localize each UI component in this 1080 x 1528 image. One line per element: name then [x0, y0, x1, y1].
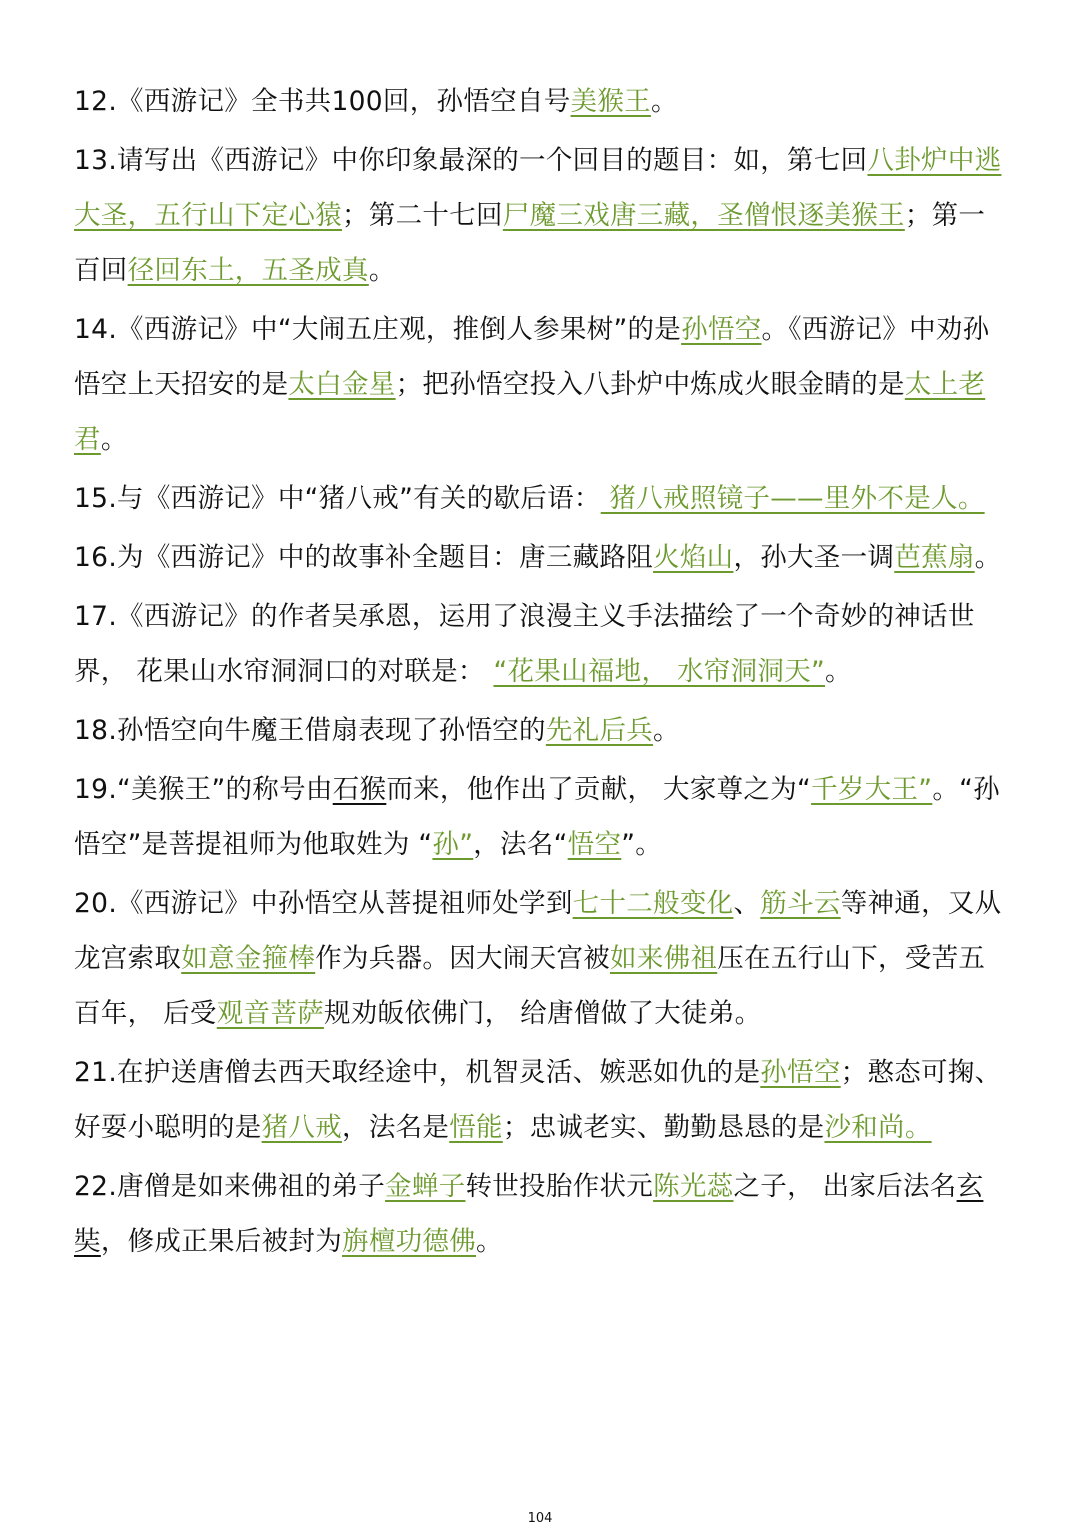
- question-item: [74, 133, 1010, 298]
- question-text: 17.《西游记》的作者吴承恩，运用了浪漫主义手法描绘了一个奇妙的神话世界， 花果山水帘洞洞口的对联是：: [74, 601, 975, 687]
- page-number: 104: [527, 1511, 553, 1526]
- answer-text: 悟能: [449, 1112, 503, 1143]
- question-item: [74, 876, 1010, 1041]
- question-text: 22.唐僧是如来佛祖的弟子: [74, 1171, 386, 1202]
- answer-text: 径回东土，五圣成真: [127, 255, 369, 286]
- answer-text: “花果山福地， 水帘洞洞天”: [493, 656, 826, 687]
- question-text: 等神通，又从龙宫索取: [74, 888, 1002, 974]
- question-item: [74, 589, 1010, 699]
- answer-text: 七十二般变化: [572, 888, 734, 919]
- question-text: 12.《西游记》全书共100回，孙悟空自号: [74, 86, 571, 117]
- question-text: ，修成正果后被封为: [100, 1226, 343, 1257]
- question-text: ”。: [621, 829, 663, 860]
- answer-text: 八卦炉中逃大圣，五行山下定心猿: [74, 145, 1002, 231]
- answer-text: 猪八戒照镜子——里外不是人。: [600, 483, 985, 514]
- question-text: 、: [733, 888, 761, 919]
- answer-text: 尸魔三戏唐三藏，圣僧恨逐美猴王: [502, 200, 905, 231]
- question-text: 18.孙悟空向牛魔王借扇表现了孙悟空的: [74, 715, 546, 746]
- question-item: [74, 74, 1010, 129]
- answer-text: 孙”: [432, 829, 474, 860]
- worksheet-page: [74, 74, 1010, 1273]
- question-text: 转世投胎作状元: [465, 1171, 654, 1202]
- answer-text: 孙悟空: [760, 1057, 841, 1088]
- question-text: 14.《西游记》中“大闹五庄观，推倒人参果树”的是: [74, 314, 682, 345]
- question-text: ，孙大圣一调: [733, 542, 895, 573]
- question-text: 而来，他作出了贡献， 大家尊之为“: [386, 774, 812, 805]
- question-text: 16.为《西游记》中的故事补全题目：唐三藏路阻: [74, 542, 654, 573]
- question-text: 之子， 出家后法名: [733, 1171, 957, 1202]
- question-text: ；第二十七回: [342, 200, 503, 231]
- question-text: 13.请写出《西游记》中你印象最深的一个回目的题目：如，第七回: [74, 145, 868, 176]
- question-item: [74, 1045, 1010, 1155]
- question-item: [74, 530, 1010, 585]
- question-list: [74, 74, 1010, 1269]
- answer-text: 沙和尚。: [824, 1112, 932, 1143]
- answer-text: 如来佛祖: [610, 943, 718, 974]
- question-item: [74, 762, 1010, 872]
- question-item: [74, 1159, 1010, 1269]
- question-text: 19.“美猴王”的称号由: [74, 774, 333, 805]
- answer-text: 太白金星: [288, 369, 396, 400]
- answer-text: 太上老君: [74, 369, 986, 455]
- answer-text: 金蝉子: [385, 1171, 466, 1202]
- question-text: 压在五行山下，受苦五百年， 后受: [74, 943, 986, 1029]
- question-text: ；憨态可掬、好耍小聪明的是: [74, 1057, 1002, 1143]
- answer-text: 旃檀功德佛: [342, 1226, 477, 1257]
- answer-text: 猪八戒: [261, 1112, 343, 1143]
- question-text: 。: [825, 656, 852, 687]
- question-text: 。: [100, 424, 128, 455]
- question-text: 。《西游记》中劝孙悟空上天招安的是: [74, 314, 990, 400]
- answer-text: 芭蕉扇: [894, 542, 975, 573]
- answer-text: 美猴王: [570, 86, 651, 117]
- question-text: 规劝皈依佛门， 给唐僧做了大徒弟。: [323, 998, 762, 1029]
- question-text: 。: [476, 1226, 503, 1257]
- question-text: ；把孙悟空投入八卦炉中炼成火眼金睛的是: [395, 369, 905, 400]
- answer-text: 筋斗云: [760, 888, 841, 919]
- question-text: 15.与《西游记》中“猪八戒”有关的歇后语：: [74, 483, 601, 514]
- question-item: [74, 471, 1010, 526]
- answer-text: 孙悟空: [681, 314, 762, 345]
- answer-text: 陈光蕊: [653, 1171, 734, 1202]
- answer-text: 观音菩萨: [216, 998, 324, 1029]
- underlined-text: 玄奘: [74, 1171, 984, 1257]
- underlined-text: 石猴: [332, 774, 387, 805]
- question-text: 21.在护送唐僧去西天取经途中，机智灵活、嫉恶如仇的是: [74, 1057, 761, 1088]
- question-item: [74, 302, 1010, 467]
- answer-text: 先礼后兵: [545, 715, 654, 746]
- question-text: ，法名“: [473, 829, 568, 860]
- question-text: 。: [650, 86, 678, 117]
- question-text: 。: [974, 542, 1002, 573]
- question-text: ，法名是: [342, 1112, 450, 1143]
- question-item: [74, 703, 1010, 758]
- question-text: 20.《西游记》中孙悟空从菩提祖师处学到: [74, 888, 573, 919]
- answer-text: 悟空: [567, 829, 622, 860]
- question-text: ；第一百回: [74, 200, 986, 286]
- question-text: 。: [368, 255, 396, 286]
- question-text: 。: [653, 715, 680, 746]
- question-text: 作为兵器。因大闹天宫被: [315, 943, 611, 974]
- question-text: 。“孙悟空”是菩提祖师为他取姓为 “: [74, 774, 1000, 860]
- answer-text: 千岁大王”: [811, 774, 933, 805]
- answer-text: 如意金箍棒: [181, 943, 316, 974]
- question-text: ；忠诚老实、勤勤恳恳的是: [502, 1112, 825, 1143]
- answer-text: 火焰山: [653, 542, 734, 573]
